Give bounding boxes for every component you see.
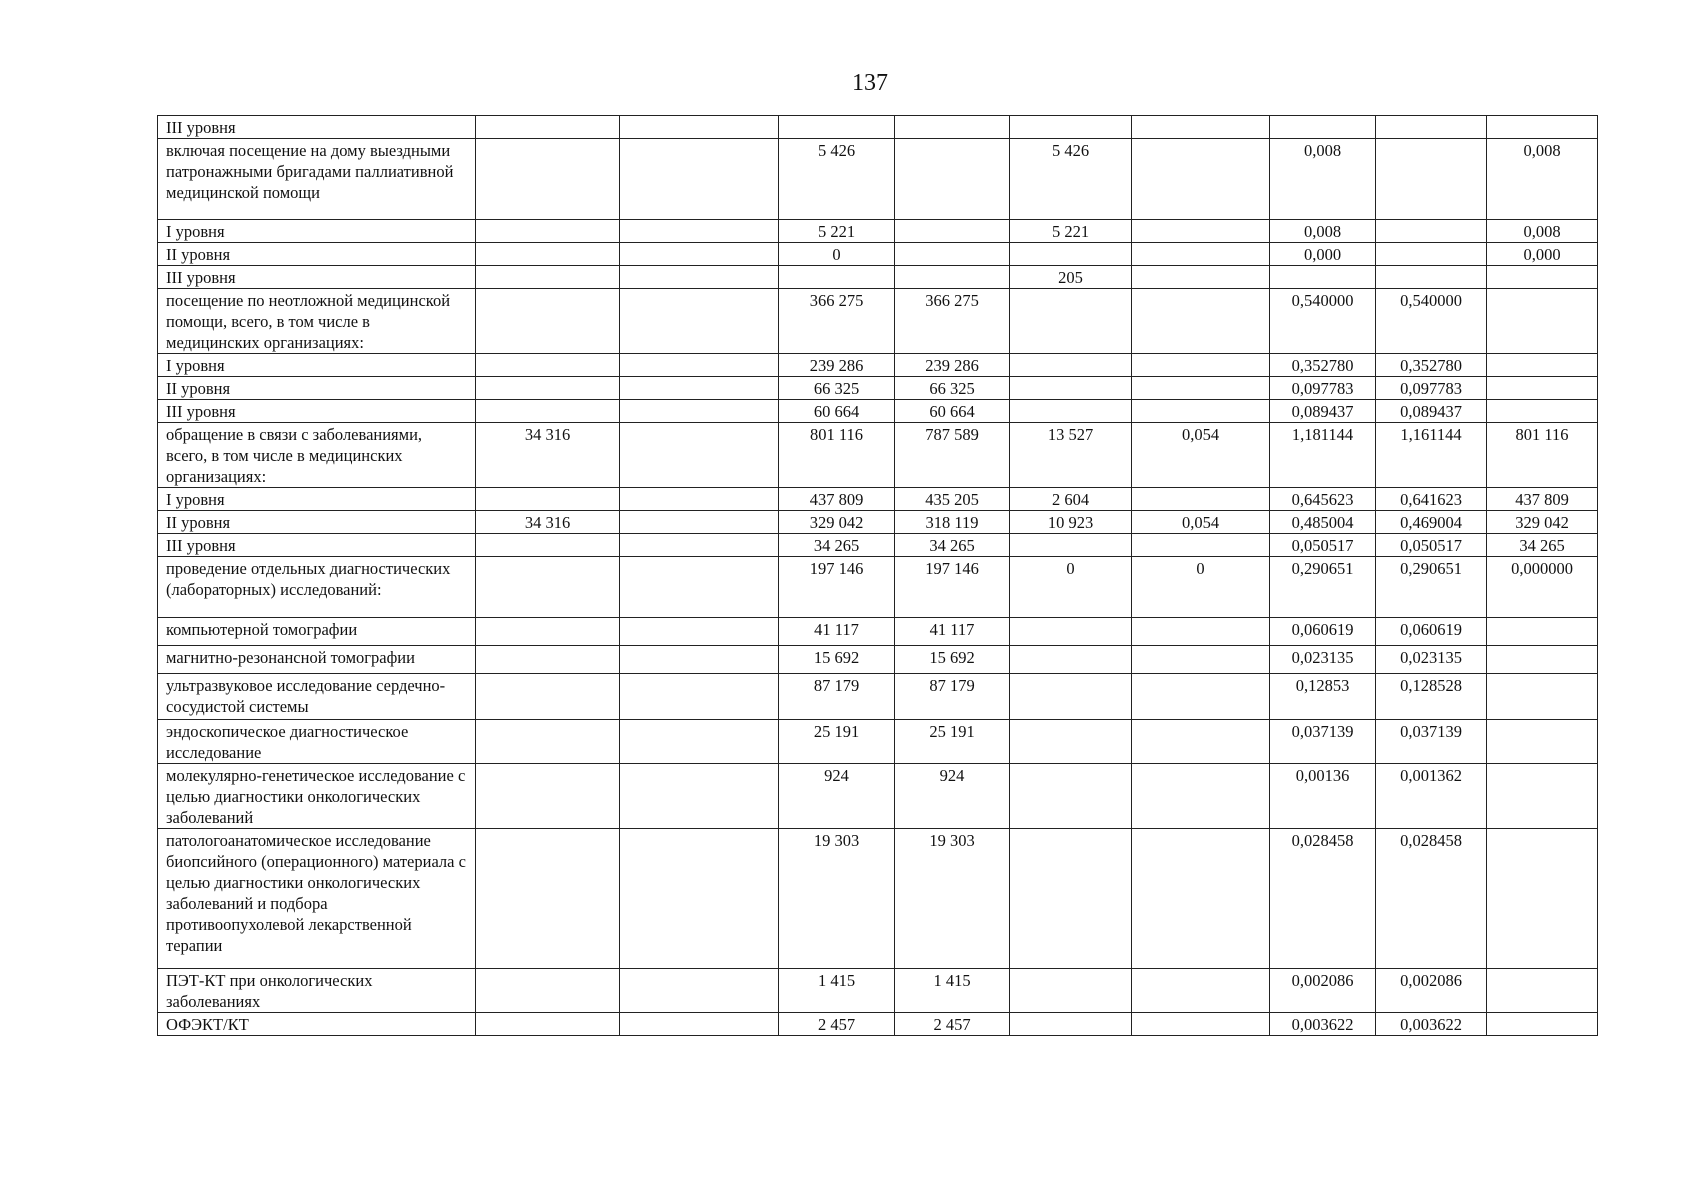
- table-cell: [620, 720, 779, 764]
- row-label: обращение в связи с заболеваниями, всего, в том числе в медицинских организациях:: [158, 423, 476, 488]
- table-cell: 25 191: [779, 720, 895, 764]
- table-cell: 1 415: [895, 969, 1010, 1013]
- table-cell: [895, 243, 1010, 266]
- table-cell: [1487, 829, 1598, 969]
- row-label: магнитно-резонансной томографии: [158, 646, 476, 674]
- table-cell: 0,037139: [1270, 720, 1376, 764]
- table-cell: 0,002086: [1376, 969, 1487, 1013]
- table-body: [158, 116, 1598, 1036]
- table-cell: 2 457: [779, 1013, 895, 1036]
- table-cell: [476, 534, 620, 557]
- table-cell: [620, 377, 779, 400]
- table-cell: 1,181144: [1270, 423, 1376, 488]
- table-cell: [1010, 674, 1132, 720]
- table-cell: [895, 116, 1010, 139]
- table-cell: [1487, 1013, 1598, 1036]
- table-cell: 197 146: [779, 557, 895, 618]
- table-cell: 0,008: [1270, 220, 1376, 243]
- table-row: [158, 354, 1598, 377]
- table-cell: 0,000: [1487, 243, 1598, 266]
- table-cell: 34 316: [476, 423, 620, 488]
- table-cell: [620, 289, 779, 354]
- table-cell: [1132, 289, 1270, 354]
- table-cell: 924: [895, 764, 1010, 829]
- row-label: I уровня: [158, 354, 476, 377]
- table-cell: [1487, 969, 1598, 1013]
- table-cell: [1487, 377, 1598, 400]
- table-cell: 0,540000: [1270, 289, 1376, 354]
- table-cell: 5 426: [779, 139, 895, 220]
- table-cell: 0,097783: [1376, 377, 1487, 400]
- table-cell: [1132, 534, 1270, 557]
- table-cell: [1010, 354, 1132, 377]
- table-cell: [1132, 243, 1270, 266]
- table-row: [158, 116, 1598, 139]
- table-cell: [620, 1013, 779, 1036]
- table-cell: 801 116: [1487, 423, 1598, 488]
- table-cell: 1 415: [779, 969, 895, 1013]
- table-cell: 0,290651: [1270, 557, 1376, 618]
- table-cell: 0: [779, 243, 895, 266]
- table-cell: 437 809: [779, 488, 895, 511]
- table-cell: 0,097783: [1270, 377, 1376, 400]
- table-cell: 0,000000: [1487, 557, 1598, 618]
- table-cell: 0,645623: [1270, 488, 1376, 511]
- table-cell: 0,050517: [1376, 534, 1487, 557]
- table-cell: 10 923: [1010, 511, 1132, 534]
- table-cell: [1487, 400, 1598, 423]
- table-cell: [1010, 720, 1132, 764]
- table-cell: 0,050517: [1270, 534, 1376, 557]
- table-cell: 15 692: [779, 646, 895, 674]
- table-cell: 0,00136: [1270, 764, 1376, 829]
- table-cell: [1010, 646, 1132, 674]
- table-cell: 15 692: [895, 646, 1010, 674]
- row-label: III уровня: [158, 534, 476, 557]
- table-cell: [1132, 139, 1270, 220]
- table-cell: 0,12853: [1270, 674, 1376, 720]
- table-cell: 5 221: [1010, 220, 1132, 243]
- table-cell: [1132, 674, 1270, 720]
- table-row: [158, 674, 1598, 720]
- table-row: [158, 646, 1598, 674]
- table-row: [158, 488, 1598, 511]
- table-cell: 787 589: [895, 423, 1010, 488]
- row-label: III уровня: [158, 400, 476, 423]
- table-cell: 0,008: [1487, 139, 1598, 220]
- table-cell: [1132, 354, 1270, 377]
- table-cell: 2 604: [1010, 488, 1132, 511]
- table-row: [158, 289, 1598, 354]
- table-cell: 19 303: [895, 829, 1010, 969]
- table-cell: 87 179: [895, 674, 1010, 720]
- table-cell: [1010, 400, 1132, 423]
- data-table: [157, 115, 1598, 1036]
- table-cell: [476, 674, 620, 720]
- table-cell: [895, 266, 1010, 289]
- row-label: патологоанатомическое исследование биопсийного (операционного) материала с целью диагностики онкологических заболеваний и подбора противоопухолевой лекарственной терапии: [158, 829, 476, 969]
- table-cell: [620, 266, 779, 289]
- table-cell: 329 042: [779, 511, 895, 534]
- table-cell: 239 286: [779, 354, 895, 377]
- table-cell: [476, 618, 620, 646]
- table-cell: 0,469004: [1376, 511, 1487, 534]
- table-cell: [1487, 289, 1598, 354]
- table-cell: 197 146: [895, 557, 1010, 618]
- table-cell: 66 325: [895, 377, 1010, 400]
- table-cell: [1010, 969, 1132, 1013]
- table-cell: [476, 720, 620, 764]
- table-cell: [476, 116, 620, 139]
- table-cell: [620, 488, 779, 511]
- table-row: [158, 618, 1598, 646]
- table-cell: 25 191: [895, 720, 1010, 764]
- table-cell: [1132, 1013, 1270, 1036]
- table-cell: [1132, 488, 1270, 511]
- table-cell: 34 316: [476, 511, 620, 534]
- table-cell: 0,128528: [1376, 674, 1487, 720]
- table-cell: 5 426: [1010, 139, 1132, 220]
- table-cell: [1010, 618, 1132, 646]
- row-label: II уровня: [158, 243, 476, 266]
- table-row: [158, 423, 1598, 488]
- table-cell: 205: [1010, 266, 1132, 289]
- row-label: компьютерной томографии: [158, 618, 476, 646]
- table-cell: 366 275: [779, 289, 895, 354]
- table-cell: [620, 557, 779, 618]
- table-cell: [1487, 354, 1598, 377]
- table-cell: [1132, 764, 1270, 829]
- table-row: [158, 720, 1598, 764]
- table-cell: [476, 266, 620, 289]
- table-cell: [476, 646, 620, 674]
- table-cell: 0,089437: [1376, 400, 1487, 423]
- table-cell: [476, 557, 620, 618]
- table-cell: 0,008: [1270, 139, 1376, 220]
- table-cell: [620, 829, 779, 969]
- table-cell: [1487, 266, 1598, 289]
- table-cell: 0,002086: [1270, 969, 1376, 1013]
- table-cell: 60 664: [779, 400, 895, 423]
- table-cell: [895, 220, 1010, 243]
- table-cell: 239 286: [895, 354, 1010, 377]
- row-label: ультразвуковое исследование сердечно-сосудистой системы: [158, 674, 476, 720]
- table-cell: [620, 400, 779, 423]
- table-cell: [476, 400, 620, 423]
- table-cell: [1010, 764, 1132, 829]
- table-cell: [1270, 266, 1376, 289]
- table-cell: [1487, 116, 1598, 139]
- table-cell: [1376, 220, 1487, 243]
- table-cell: [620, 139, 779, 220]
- table-cell: [1376, 243, 1487, 266]
- row-label: молекулярно-генетическое исследование с целью диагностики онкологических заболеваний: [158, 764, 476, 829]
- table-cell: 2 457: [895, 1013, 1010, 1036]
- table-cell: 0,060619: [1270, 618, 1376, 646]
- table-cell: [1010, 116, 1132, 139]
- table-row: [158, 243, 1598, 266]
- table-cell: 0,054: [1132, 511, 1270, 534]
- table-cell: 34 265: [1487, 534, 1598, 557]
- table-row: [158, 400, 1598, 423]
- table-row: [158, 511, 1598, 534]
- table-cell: 0,540000: [1376, 289, 1487, 354]
- table-cell: [1376, 139, 1487, 220]
- row-label: III уровня: [158, 116, 476, 139]
- table-row: [158, 534, 1598, 557]
- table-cell: [1487, 646, 1598, 674]
- table-cell: 0: [1132, 557, 1270, 618]
- table-cell: [1132, 829, 1270, 969]
- table-cell: 34 265: [895, 534, 1010, 557]
- row-label: I уровня: [158, 488, 476, 511]
- table-cell: [620, 646, 779, 674]
- table-cell: 437 809: [1487, 488, 1598, 511]
- table-cell: [1132, 400, 1270, 423]
- row-label: III уровня: [158, 266, 476, 289]
- table-cell: 0,023135: [1270, 646, 1376, 674]
- table-cell: [620, 674, 779, 720]
- row-label: включая посещение на дому выездными патронажными бригадами паллиативной медицинской помощи: [158, 139, 476, 220]
- table-cell: 0,485004: [1270, 511, 1376, 534]
- table-cell: [1487, 720, 1598, 764]
- table-row: [158, 1013, 1598, 1036]
- table-cell: 801 116: [779, 423, 895, 488]
- table-cell: 924: [779, 764, 895, 829]
- table-cell: [476, 289, 620, 354]
- table-cell: 5 221: [779, 220, 895, 243]
- table-cell: [1010, 377, 1132, 400]
- table-cell: [1376, 266, 1487, 289]
- table-cell: [1132, 618, 1270, 646]
- row-label: эндоскопическое диагностическое исследование: [158, 720, 476, 764]
- table-cell: [1010, 534, 1132, 557]
- table-cell: [476, 220, 620, 243]
- table-cell: [476, 377, 620, 400]
- table-cell: 66 325: [779, 377, 895, 400]
- table-cell: [476, 1013, 620, 1036]
- table-cell: 0,023135: [1376, 646, 1487, 674]
- table-cell: 0,003622: [1270, 1013, 1376, 1036]
- table-cell: [1487, 618, 1598, 646]
- row-label: ПЭТ-КТ при онкологических заболеваниях: [158, 969, 476, 1013]
- table-cell: 13 527: [1010, 423, 1132, 488]
- row-label: посещение по неотложной медицинской помощи, всего, в том числе в медицинских организациях:: [158, 289, 476, 354]
- table-row: [158, 220, 1598, 243]
- table-cell: [1487, 764, 1598, 829]
- table-cell: [620, 116, 779, 139]
- table-cell: [1132, 969, 1270, 1013]
- table-cell: 366 275: [895, 289, 1010, 354]
- table-cell: [1010, 289, 1132, 354]
- table-cell: 0,352780: [1376, 354, 1487, 377]
- table-cell: 0: [1010, 557, 1132, 618]
- table-row: [158, 377, 1598, 400]
- table-cell: [1010, 829, 1132, 969]
- table-cell: 0,089437: [1270, 400, 1376, 423]
- row-label: II уровня: [158, 511, 476, 534]
- table-cell: 87 179: [779, 674, 895, 720]
- table-cell: 0,037139: [1376, 720, 1487, 764]
- table-cell: 329 042: [1487, 511, 1598, 534]
- table-cell: [476, 488, 620, 511]
- table-row: [158, 764, 1598, 829]
- table-cell: [1487, 674, 1598, 720]
- table-cell: [1376, 116, 1487, 139]
- table-cell: [620, 354, 779, 377]
- table-cell: [1010, 1013, 1132, 1036]
- table-row: [158, 266, 1598, 289]
- table-cell: [476, 969, 620, 1013]
- table-cell: [1132, 377, 1270, 400]
- table-cell: 0,000: [1270, 243, 1376, 266]
- table-cell: 0,290651: [1376, 557, 1487, 618]
- table-cell: [476, 764, 620, 829]
- table-cell: [1132, 646, 1270, 674]
- table-cell: [895, 139, 1010, 220]
- table-cell: [779, 116, 895, 139]
- table-cell: [620, 969, 779, 1013]
- row-label: ОФЭКТ/КТ: [158, 1013, 476, 1036]
- table-cell: [620, 220, 779, 243]
- table-row: [158, 139, 1598, 220]
- table-cell: 0,001362: [1376, 764, 1487, 829]
- row-label: проведение отдельных диагностических (лабораторных) исследований:: [158, 557, 476, 618]
- table-cell: [1132, 720, 1270, 764]
- page-number: 137: [852, 70, 888, 96]
- table-cell: [1132, 116, 1270, 139]
- table-cell: 41 117: [895, 618, 1010, 646]
- table-cell: [620, 423, 779, 488]
- table-cell: [1270, 116, 1376, 139]
- table-row: [158, 557, 1598, 618]
- table-cell: 19 303: [779, 829, 895, 969]
- table-row: [158, 969, 1598, 1013]
- table-cell: [620, 618, 779, 646]
- table-cell: [476, 354, 620, 377]
- table-cell: 435 205: [895, 488, 1010, 511]
- table-cell: [620, 534, 779, 557]
- table-cell: 41 117: [779, 618, 895, 646]
- table-cell: 34 265: [779, 534, 895, 557]
- table-cell: [620, 511, 779, 534]
- table-cell: 0,352780: [1270, 354, 1376, 377]
- table-cell: 0,054: [1132, 423, 1270, 488]
- row-label: II уровня: [158, 377, 476, 400]
- table-cell: [620, 243, 779, 266]
- table-cell: [476, 243, 620, 266]
- table-cell: [1132, 266, 1270, 289]
- table-cell: [1010, 243, 1132, 266]
- table-cell: 0,008: [1487, 220, 1598, 243]
- table-cell: [476, 829, 620, 969]
- table-cell: [1132, 220, 1270, 243]
- table-cell: 318 119: [895, 511, 1010, 534]
- table-cell: 0,060619: [1376, 618, 1487, 646]
- row-label: I уровня: [158, 220, 476, 243]
- table-cell: [476, 139, 620, 220]
- table-row: [158, 829, 1598, 969]
- table-cell: 60 664: [895, 400, 1010, 423]
- table-cell: 1,161144: [1376, 423, 1487, 488]
- table-cell: 0,641623: [1376, 488, 1487, 511]
- table-cell: 0,003622: [1376, 1013, 1487, 1036]
- table-cell: 0,028458: [1270, 829, 1376, 969]
- table-cell: [620, 764, 779, 829]
- table-cell: 0,028458: [1376, 829, 1487, 969]
- table-cell: [779, 266, 895, 289]
